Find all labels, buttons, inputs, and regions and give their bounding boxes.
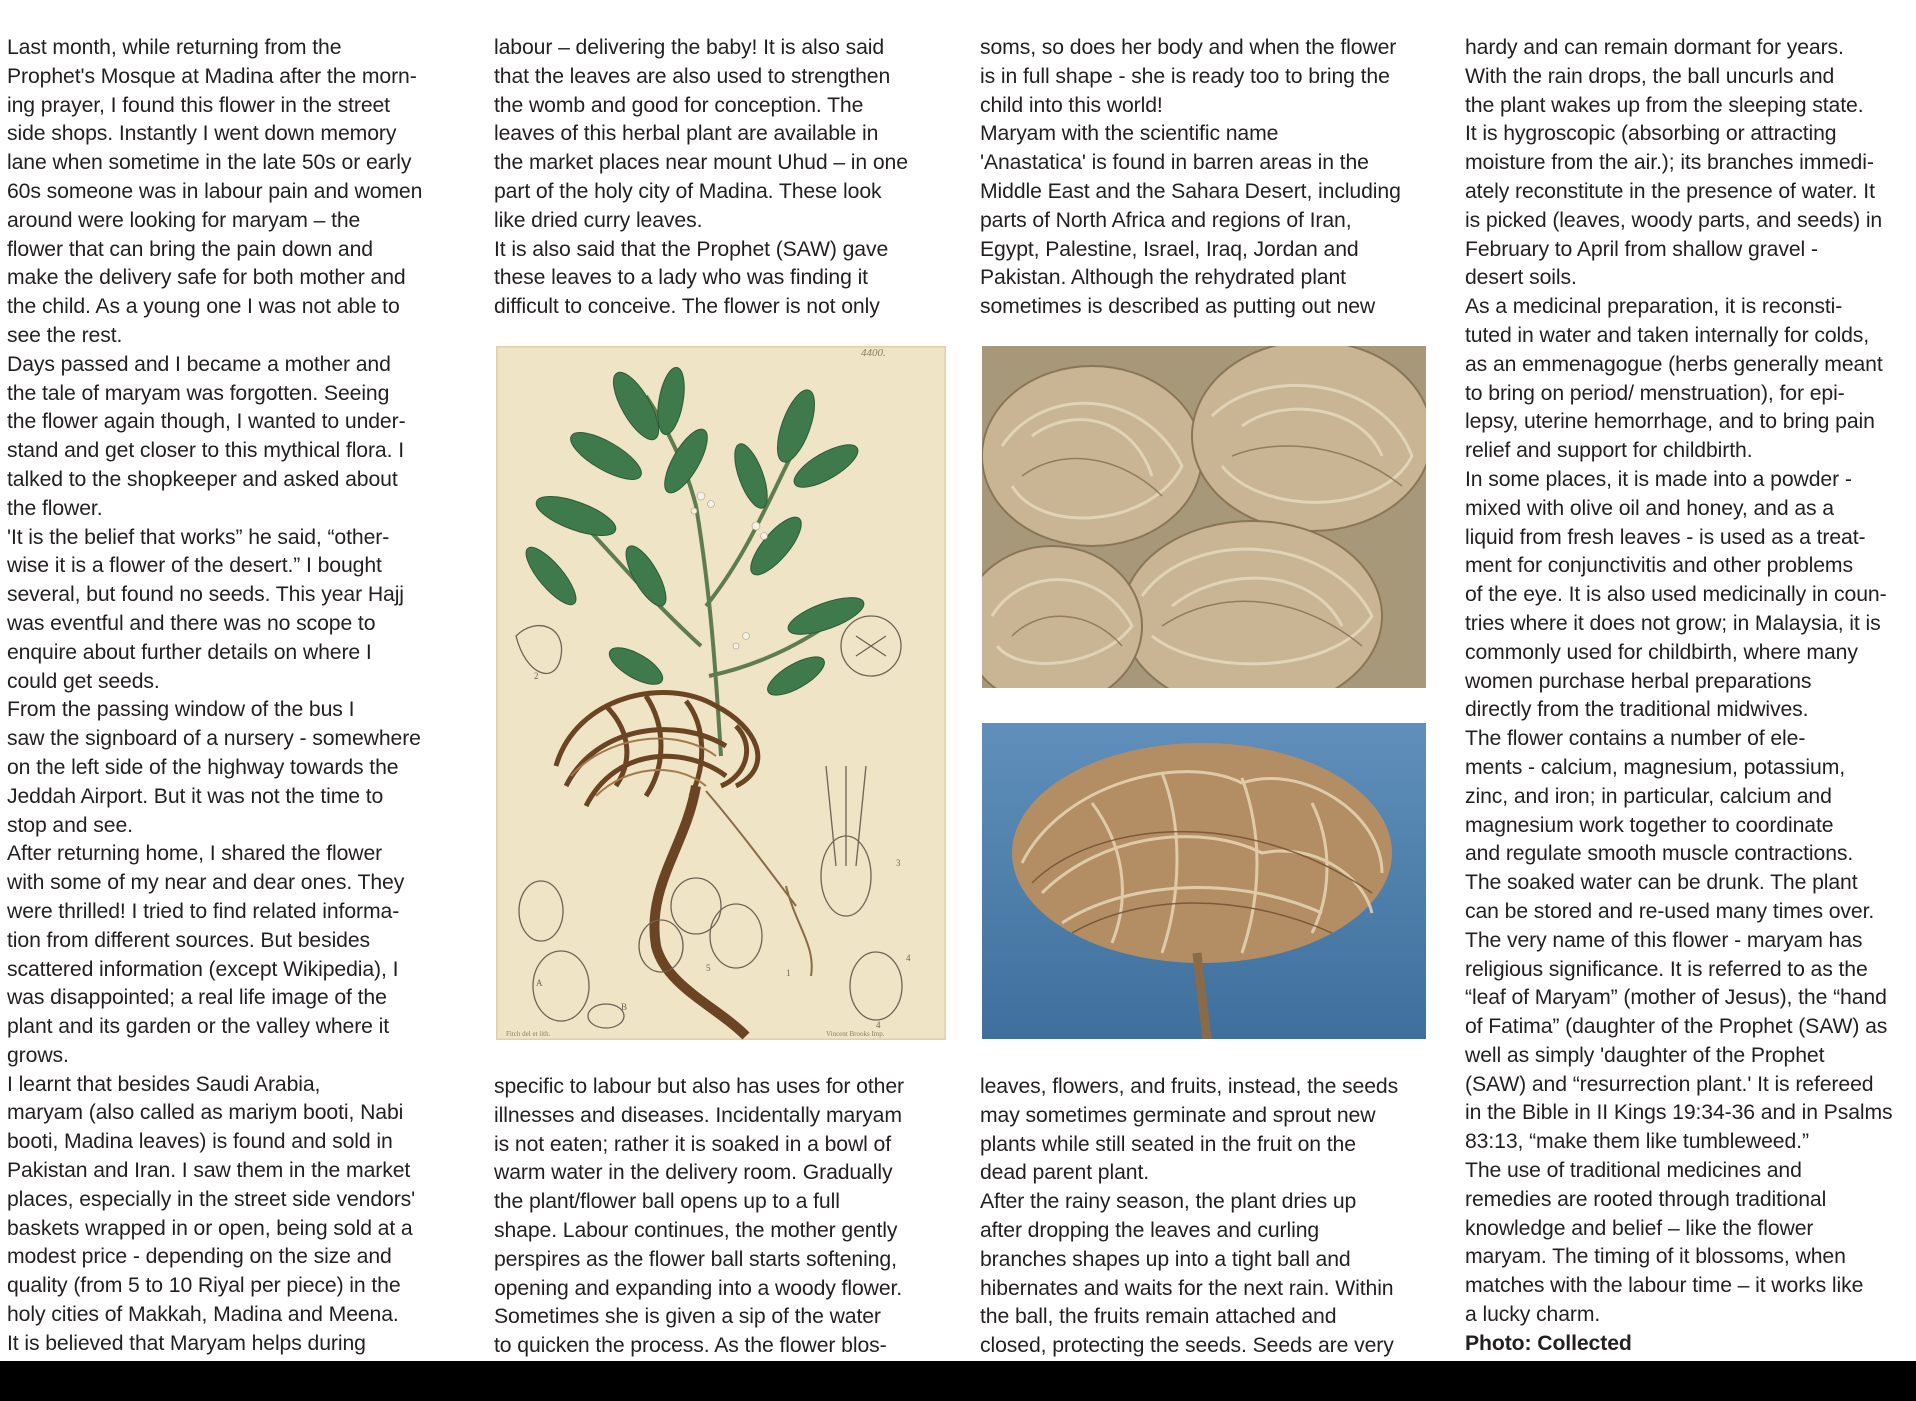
text-line: zinc, and iron; in particular, calcium and	[1465, 784, 1832, 808]
text-line: hardy and can remain dormant for years.	[1465, 36, 1844, 59]
text-line: February to April from shallow gravel -	[1465, 237, 1818, 261]
text-line: baskets wrapped in or open, being sold at a	[7, 1216, 413, 1240]
text-line: that the leaves are also used to strengthen	[494, 64, 891, 88]
plate-label-a: A	[536, 978, 543, 988]
text-line: with some of my near and dear ones. They	[7, 871, 405, 895]
text-line: the flower.	[7, 496, 103, 520]
text-line: Jeddah Airport. But it was not the time to	[7, 784, 384, 808]
text-line: stop and see.	[7, 813, 133, 837]
text-line: may sometimes germinate and sprout new	[980, 1103, 1376, 1127]
text-line: around were looking for maryam – the	[7, 208, 361, 232]
column-4-text	[1465, 34, 1915, 1330]
text-line: moisture from the air.); its branches immedi-	[1465, 151, 1874, 175]
text-line: dead parent plant.	[980, 1161, 1150, 1185]
text-line: lane when sometime in the late 50s or early	[7, 151, 412, 175]
text-line: magnesium work together to coordinate	[1465, 813, 1834, 837]
plate-label-4: 4	[906, 953, 911, 963]
photo-credit: Photo: Collected	[1465, 1331, 1632, 1355]
text-line: knowledge and belief – like the flower	[1465, 1216, 1814, 1240]
text-line: the ball, the fruits remain attached and	[980, 1305, 1337, 1329]
text-line: the flower again though, I wanted to under-	[7, 410, 406, 434]
text-line: plant and its garden or the valley where it	[7, 1015, 390, 1039]
text-line: wise it is a flower of the desert.” I bought	[7, 554, 382, 578]
text-line: It is also said that the Prophet (SAW) gave	[494, 237, 889, 261]
text-line: the tale of maryam was forgotten. Seeing	[7, 381, 390, 405]
text-line: hibernates and waits for the next rain. Within	[980, 1276, 1394, 1300]
text-line: leaves of this herbal plant are available in	[494, 122, 879, 146]
text-line: soms, so does her body and when the flower	[980, 36, 1397, 59]
text-line: The very name of this flower - maryam has	[1465, 928, 1863, 952]
text-line: the child. As a young one I was not able to	[7, 295, 400, 319]
text-line: to bring on period/ menstruation), for epi-	[1465, 381, 1845, 405]
plate-caption-left: Fitch del et lith.	[506, 1030, 551, 1038]
text-line: can be stored and re-used many times over.	[1465, 899, 1875, 923]
plate-label-2: 2	[534, 671, 539, 681]
text-line: make the delivery safe for both mother and	[7, 266, 406, 290]
text-line: leaves, flowers, and fruits, instead, the seeds	[980, 1075, 1399, 1098]
text-line: Pakistan and Iran. I saw them in the market	[7, 1159, 411, 1183]
text-line: side shops. Instantly I went down memory	[7, 122, 397, 146]
text-line: a lucky charm.	[1465, 1303, 1601, 1327]
plate-label-b: B	[621, 1002, 628, 1012]
text-line: modest price - depending on the size and	[7, 1245, 392, 1269]
plate-label-5: 5	[706, 963, 711, 973]
text-line: Sometimes she is given a sip of the water	[494, 1305, 881, 1329]
text-line: see the rest.	[7, 323, 123, 347]
text-line: was disappointed; a real life image of the	[7, 986, 387, 1010]
text-line: women purchase herbal preparations	[1465, 669, 1812, 693]
text-line: 60s someone was in labour pain and women	[7, 179, 423, 203]
text-line: tion from different sources. But besides	[7, 928, 371, 952]
botanical-illustration	[496, 346, 946, 1040]
text-line: is in full shape - she is ready too to bring the	[980, 64, 1390, 88]
text-line: It is hygroscopic (absorbing or attracting	[1465, 122, 1837, 146]
text-line: opening and expanding into a woody flower.	[494, 1276, 903, 1300]
text-line: perspires as the flower ball starts softening,	[494, 1247, 897, 1271]
text-line: From the passing window of the bus I	[7, 698, 355, 722]
text-line: (SAW) and “resurrection plant.' It is refereed	[1465, 1072, 1874, 1096]
article-column-3-bottom	[980, 1073, 1430, 1361]
text-line: the plant wakes up from the sleeping state.	[1465, 93, 1864, 117]
text-line: is picked (leaves, woody parts, and seeds) in	[1465, 208, 1883, 232]
text-line: these leaves to a lady who was finding it	[494, 266, 868, 290]
text-line: relief and support for childbirth.	[1465, 439, 1753, 463]
text-line: is not eaten; rather it is soaked in a bowl of	[494, 1132, 892, 1156]
plate-caption-right: Vincent Brooks Imp.	[826, 1030, 885, 1038]
text-line: 'It is the belief that works” he said, “other-	[7, 525, 390, 549]
plate-number: 4400.	[861, 347, 886, 359]
text-line: As a medicinal preparation, it is reconsti-	[1465, 295, 1843, 319]
text-line: parts of North Africa and regions of Iran,	[980, 208, 1352, 232]
text-line: The flower contains a number of ele-	[1465, 727, 1806, 751]
text-line: to quicken the process. As the flower blos-	[494, 1334, 887, 1358]
text-line: booti, Madina leaves) is found and sold in	[7, 1130, 393, 1154]
text-line: religious significance. It is referred to as the	[1465, 957, 1868, 981]
text-line: ately reconstitute in the presence of water. It	[1465, 179, 1875, 203]
text-line: mixed with olive oil and honey, and as a	[1465, 496, 1834, 520]
text-line: ment for conjunctivitis and other problems	[1465, 554, 1853, 578]
text-line: liquid from fresh leaves - is used as a treat-	[1465, 525, 1866, 549]
text-line: plants while still seated in the fruit on the	[980, 1132, 1356, 1156]
text-line: It is believed that Maryam helps during	[7, 1331, 366, 1355]
text-line: enquire about further details on where I	[7, 640, 372, 664]
text-line: The soaked water can be drunk. The plant	[1465, 871, 1858, 895]
text-line: ments - calcium, magnesium, potassium,	[1465, 755, 1846, 779]
text-line: talked to the shopkeeper and asked about	[7, 467, 398, 491]
text-line: Pakistan. Although the rehydrated plant	[980, 266, 1346, 290]
text-line: “leaf of Maryam” (mother of Jesus), the “hand	[1465, 986, 1887, 1010]
text-line: as an emmenagogue (herbs generally meant	[1465, 352, 1883, 376]
text-line: tries where it does not grow; in Malaysia, it is	[1465, 611, 1881, 635]
article-column-4	[1465, 34, 1915, 1359]
text-line: sometimes is described as putting out new	[980, 295, 1376, 319]
text-line: 'Anastatica' is found in barren areas in the	[980, 151, 1369, 175]
text-line: scattered information (except Wikipedia), I	[7, 957, 399, 981]
text-line: 83:13, “make them like tumbleweed.”	[1465, 1130, 1809, 1154]
text-line: Prophet's Mosque at Madina after the morn-	[7, 64, 417, 88]
text-line: remedies are rooted through traditional	[1465, 1187, 1827, 1211]
article-column-2-top	[494, 34, 944, 322]
text-line: desert soils.	[1465, 266, 1577, 290]
text-line: maryam (also called as mariym booti, Nabi	[7, 1101, 404, 1125]
text-line: the plant/flower ball opens up to a full	[494, 1190, 840, 1214]
text-line: was eventful and there was no scope to	[7, 611, 376, 635]
text-line: places, especially in the street side vendors'	[7, 1187, 416, 1211]
text-line: well as simply 'daughter of the Prophet	[1465, 1043, 1825, 1067]
text-line: maryam. The timing of it blossoms, when	[1465, 1245, 1846, 1269]
text-line: labour – delivering the baby! It is also said	[494, 36, 885, 59]
text-line: tuted in water and taken internally for colds,	[1465, 323, 1870, 347]
text-line: could get seeds.	[7, 669, 160, 693]
text-line: flower that can bring the pain down and	[7, 237, 373, 261]
text-line: Egypt, Palestine, Israel, Iraq, Jordan and	[980, 237, 1359, 261]
text-line: the womb and good for conception. The	[494, 93, 864, 117]
text-line: on the left side of the highway towards the	[7, 755, 399, 779]
single-plant-photo	[982, 723, 1426, 1039]
text-line: matches with the labour time – it works like	[1465, 1274, 1864, 1298]
text-line: Last month, while returning from the	[7, 36, 342, 59]
text-line: in the Bible in II Kings 19:34-36 and in Psalms	[1465, 1101, 1893, 1125]
article-column-3-top	[980, 34, 1430, 322]
article-column-1	[7, 34, 457, 1359]
text-line: directly from the traditional midwives.	[1465, 698, 1809, 722]
text-line: Middle East and the Sahara Desert, including	[980, 179, 1401, 203]
text-line: the market places near mount Uhud – in one	[494, 151, 908, 175]
text-line: I learnt that besides Saudi Arabia,	[7, 1072, 321, 1096]
text-line: like dried curry leaves.	[494, 208, 703, 232]
bottom-black-bar	[0, 1361, 1916, 1401]
text-line: after dropping the leaves and curling	[980, 1218, 1320, 1242]
text-line: of Fatima” (daughter of the Prophet (SAW) as	[1465, 1015, 1888, 1039]
plate-label-3: 3	[896, 858, 901, 868]
text-line: difficult to conceive. The flower is not only	[494, 295, 880, 319]
text-line: warm water in the delivery room. Gradually	[494, 1161, 893, 1185]
text-line: of the eye. It is also used medicinally in coun-	[1465, 583, 1887, 607]
text-line: child into this world!	[980, 93, 1163, 117]
text-line: and regulate smooth muscle contractions.	[1465, 842, 1854, 866]
text-line: After returning home, I shared the flower	[7, 842, 383, 866]
text-line: were thrilled! I tried to find related informa-	[7, 899, 400, 923]
text-line: The use of traditional medicines and	[1465, 1159, 1802, 1183]
text-line: holy cities of Makkah, Madina and Meena.	[7, 1303, 399, 1327]
text-line: shape. Labour continues, the mother gently	[494, 1218, 898, 1242]
text-line: part of the holy city of Madina. These look	[494, 179, 882, 203]
text-line: commonly used for childbirth, where many	[1465, 640, 1858, 664]
text-line: ing prayer, I found this flower in the street	[7, 93, 390, 117]
text-line: Days passed and I became a mother and	[7, 352, 391, 376]
text-line: After the rainy season, the plant dries up	[980, 1190, 1357, 1214]
text-line: illnesses and diseases. Incidentally maryam	[494, 1103, 902, 1127]
text-line: In some places, it is made into a powder -	[1465, 467, 1852, 491]
text-line: saw the signboard of a nursery - somewhere	[7, 727, 421, 751]
dried-plant-photo	[982, 346, 1426, 688]
text-line: closed, protecting the seeds. Seeds are very	[980, 1334, 1394, 1358]
plate-label-1: 1	[786, 968, 791, 978]
text-line: quality (from 5 to 10 Riyal per piece) in the	[7, 1274, 401, 1298]
plate-label-4b: 4	[876, 1020, 881, 1030]
text-line: specific to labour but also has uses for other	[494, 1075, 904, 1098]
text-line: several, but found no seeds. This year Hajj	[7, 583, 404, 607]
text-line: stand and get closer to this mythical flora. I	[7, 439, 404, 463]
text-line: lepsy, uterine hemorrhage, and to bring pain	[1465, 410, 1875, 434]
text-line: branches shapes up into a tight ball and	[980, 1247, 1351, 1271]
text-line: With the rain drops, the ball uncurls and	[1465, 64, 1835, 88]
article-column-2-bottom	[494, 1073, 944, 1361]
text-line: Maryam with the scientific name	[980, 122, 1279, 146]
text-line: grows.	[7, 1043, 69, 1067]
